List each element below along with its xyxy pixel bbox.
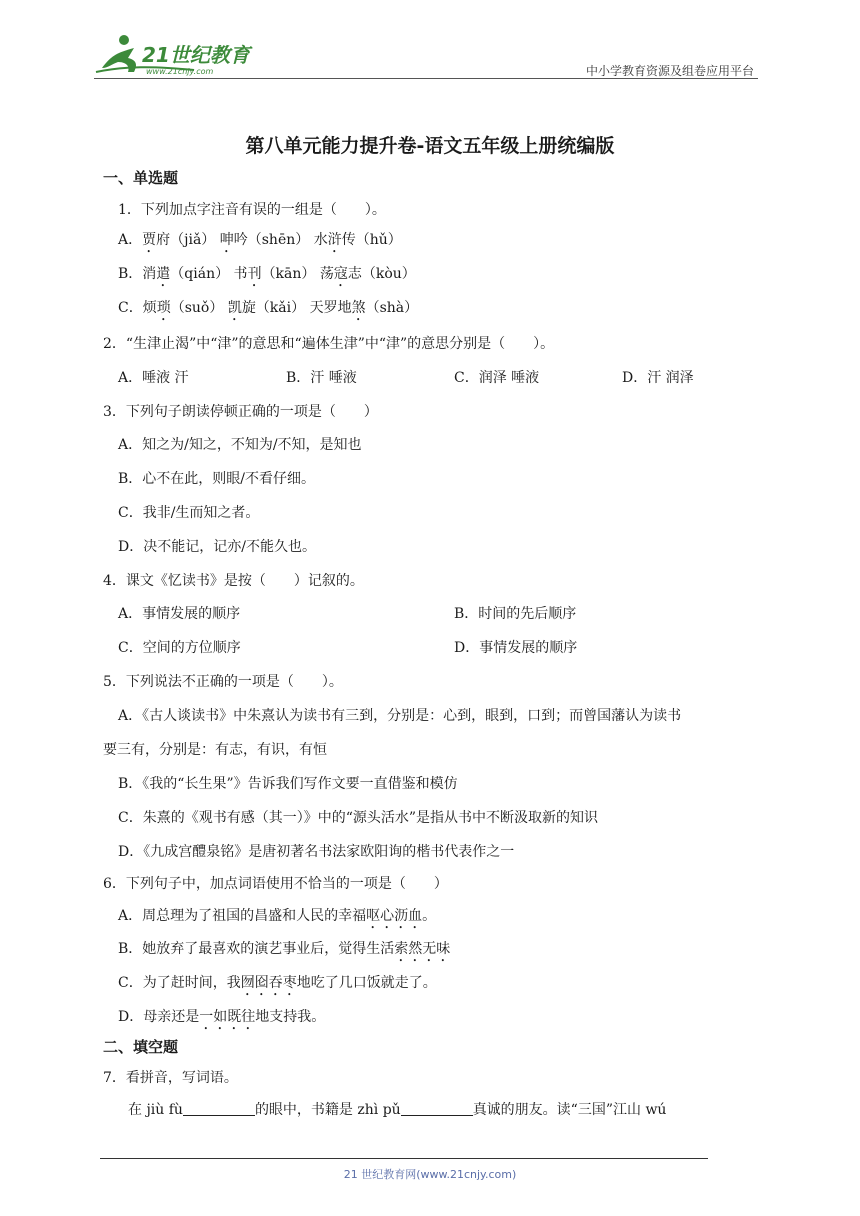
option-text: （kān） 荡 [261,266,334,282]
svg-text:www.21cnjy.com: www.21cnjy.com [146,67,214,76]
option-text: 志（kòu） [347,266,416,282]
section-heading-2: 二、填空题 [103,1038,179,1056]
question-3-option-c: C．我非/生而知之者。 [118,505,260,521]
question-6-option-a [118,905,436,932]
option-text: 旋（kǎi） 天罗地 [241,300,352,316]
platform-label: 中小学教育资源及组卷应用平台 [585,64,754,78]
dotted-word: 索然无味 [394,941,451,957]
dotted-char: 煞 [351,300,366,316]
dotted-char: 贾 [142,232,157,248]
question-1-option-b [118,263,416,290]
question-4-stem: 4．课文《忆读书》是按（ ）记叙的。 [103,573,364,589]
question-6-option-d [118,1006,325,1033]
question-2-option-b: B．汗 唾液 [286,370,357,386]
option-text: 传（hǔ） [341,232,402,248]
question-2-option-d: D．汗 润泽 [622,370,694,386]
option-text: 吟（shēn） 水 [233,232,328,248]
question-3-option-a: A．知之为/知之，不知为/不知，是知也 [118,437,362,453]
question-5-option-b: B．《我的“长生果”》告诉我们写作文要一直借鉴和模仿 [118,776,458,792]
logo-icon [94,32,264,76]
dotted-char: 浒 [327,232,342,248]
question-5-option-a-line1: A．《古人谈读书》中朱熹认为读书有三到，分别是：心到，眼到，口到；而曾国藩认为读书 [118,708,682,724]
question-6-option-b [118,938,450,965]
footer-text[interactable]: 21 世纪教育网(www.21cnjy.com) [343,1168,517,1181]
svg-text:21世纪教育: 21世纪教育 [142,43,250,67]
option-text: （shà） [365,300,419,316]
question-4-option-c: C．空间的方位顺序 [118,640,241,656]
question-2-option-a: A．唾液 汗 [118,370,189,386]
pinyin-text: 的眼中，书籍是 zhì pǔ [254,1102,401,1118]
option-text: A．周总理为了祖国的昌盛和人民的幸福 [118,908,367,924]
option-text: （qián） 书 [170,266,248,282]
dotted-word: 一如既往 [199,1009,256,1025]
question-6-stem: 6．下列句子中，加点词语使用不恰当的一项是（ ） [103,876,448,892]
question-1-option-c [118,297,418,324]
question-4-option-b: B．时间的先后顺序 [454,606,577,622]
option-text: B．消 [118,266,157,282]
option-text: 地吃了几口饭就走了。 [296,975,437,991]
question-1-option-a [118,229,402,256]
dotted-word: 呕心沥血 [366,908,423,924]
question-3-option-b: B．心不在此，则眼/不看仔细。 [118,471,316,487]
question-5-option-d: D．《九成宫醴泉铭》是唐初著名书法家欧阳询的楷书代表作之一 [118,844,515,860]
dotted-char: 刊 [247,266,262,282]
question-4-option-a: A．事情发展的顺序 [118,606,241,622]
pinyin-text: 在 jiù fù [128,1102,183,1118]
dotted-char: 呻 [219,232,234,248]
option-letter: A． [118,232,143,248]
question-5-option-c: C．朱熹的《观书有感（其一）》中的“源头活水”是指从书中不断汲取新的知识 [118,810,599,826]
dotted-char: 凯 [227,300,242,316]
option-text: 。 [422,908,437,924]
dotted-char: 遣 [156,266,171,282]
answer-blank[interactable] [401,1101,473,1116]
option-text: C．为了赶时间，我 [118,975,241,991]
question-3-stem: 3．下列句子朗读停顿正确的一项是（ ） [103,404,378,420]
question-3-option-d: D．决不能记，记亦/不能久也。 [118,539,316,555]
option-text: （suǒ） [170,300,228,316]
question-7-text [128,1099,666,1119]
dotted-word: 囫囵吞枣 [240,975,297,991]
option-text: B．她放弃了最喜欢的演艺事业后，觉得生活 [118,941,395,957]
question-7-stem: 7．看拼音，写词语。 [103,1070,238,1086]
question-2-stem: 2．“生津止渴”中“津”的意思和“遍体生津”中“津”的意思分别是（ ）。 [103,336,555,352]
dotted-char: 寇 [333,266,348,282]
question-1-stem: 1．下列加点字注音有误的一组是（ ）。 [118,202,386,218]
question-5-stem: 5．下列说法不正确的一项是（ ）。 [103,674,343,690]
page-header [94,28,758,80]
option-text: D．母亲还是 [118,1009,200,1025]
section-heading-1: 一、单选题 [103,169,179,187]
option-text: 地支持我。 [255,1009,326,1025]
page-title: 第八单元能力提升卷-语文五年级上册统编版 [245,135,615,157]
option-text: C．烦 [118,300,157,316]
question-5-option-a-line2: 要三有，分别是：有志，有识，有恒 [103,742,327,758]
header-divider [94,78,758,79]
dotted-char: 琐 [156,300,171,316]
pinyin-text: 真诚的朋友。读“三国”江山 wú [472,1102,667,1118]
question-6-option-c [118,972,437,999]
option-text: 府（jiǎ） [156,232,220,248]
question-2-option-c: C．润泽 唾液 [454,370,540,386]
question-4-option-d: D．事情发展的顺序 [454,640,578,656]
answer-blank[interactable] [183,1101,255,1116]
footer-divider [100,1158,708,1159]
